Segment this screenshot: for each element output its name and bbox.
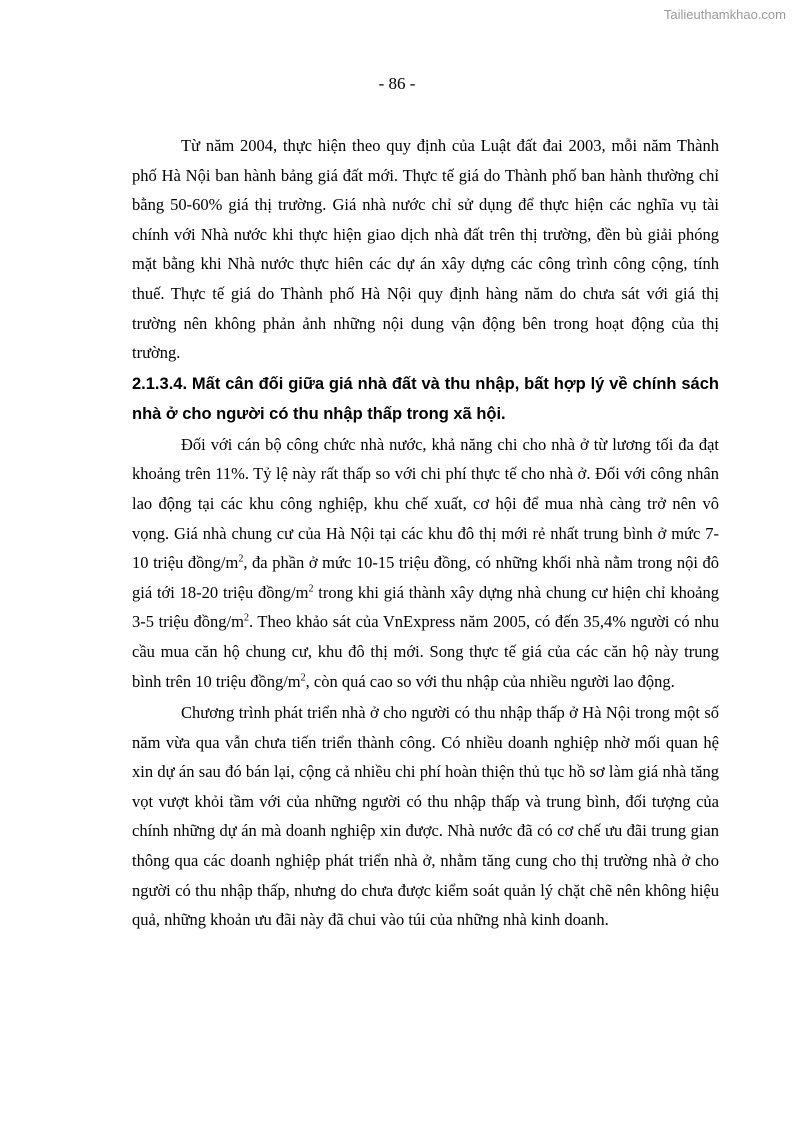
superscript: 2 bbox=[243, 612, 249, 624]
superscript: 2 bbox=[238, 553, 244, 565]
watermark: Tailieuthamkhao.com bbox=[663, 7, 786, 22]
section-heading: 2.1.3.4. Mất cân đối giữa giá nhà đất và thu nhập, bất hợp lý về chính sách nhà ở cho người có thu nhập thấp trong xã hội. bbox=[132, 374, 719, 423]
page-number: - 86 - bbox=[378, 74, 416, 93]
paragraph-text: , còn quá cao so với thu nhập của nhiều người lao động. bbox=[305, 671, 675, 691]
paragraph-text: . Theo khảo sát của VnExpress năm 2005, có đến 35,4% người có nhu cầu mua căn hộ chung cư, khu đô thị mới. Song thực tế giá của các căn hộ này trung bình trên 10 triệu đồng/m bbox=[132, 612, 719, 691]
paragraph-housing-affordability bbox=[132, 430, 719, 696]
paragraph-text: Đối với cán bộ công chức nhà nước, khả năng chi cho nhà ở từ lương tối đa đạt khoảng trên 11%. Tỷ lệ này rất thấp so với chi phí thực tế cho nhà ở. Đối với công nhân lao động tại các khu công nghiệp, khu chế xuất, cơ hội để mua nhà càng trở nên vô vọng. Giá nhà chung cư của Hà Nội tại các khu đô thị mới rẻ nhất trung bình ở mức 7-10 triệu đồng/m bbox=[132, 434, 719, 573]
superscript: 2 bbox=[300, 672, 306, 683]
paragraph-land-price-table: Từ năm 2004, thực hiện theo quy định của Luật đất đai 2003, mỗi năm Thành phố Hà Nội ban hành bảng giá đất mới. Thực tế giá do Thành phố ban hành thường chỉ bằng 50-60% giá thị trường. Giá nhà nước chỉ sử dụng để thực hiện các nghĩa vụ tài chính với Nhà nước khi thực hiện giao dịch nhà đất trên thị trường, đền bù giải phóng mặt bằng khi Nhà nước thực hiên các dự án xây dựng các công trình công cộng, tính thuế. Thực tế giá do Thành phố Hà Nội quy định hàng năm do chưa sát với giá thị trường nên không phản ảnh những nội dung vận động bên trong hoạt động của thị trường. bbox=[132, 136, 719, 363]
paragraph-text: , đa phần ở mức 10-15 triệu đồng, có những khối nhà nằm trong nội đô giá tới 18-20 triệu đồng/m bbox=[132, 553, 720, 602]
paragraph-low-income-program: Chương trình phát triển nhà ở cho người có thu nhập thấp ở Hà Nội trong một số năm vừa qua vẫn chưa tiến triển thành công. Có nhiều doanh nghiệp nhờ mối quan hệ xin dự án sau đó bán lại, cộng cả nhiều chi phí hoàn thiện thủ tục hồ sơ làm giá nhà tăng vọt vượt khỏi tầm với của những người có thu nhập thấp và trung bình, đối tượng của chính những dự án mà doanh nghiệp xin được. Nhà nước đã có cơ chế ưu đãi trung gian thông qua các doanh nghiệp phát triển nhà ở, nhằm tăng cung cho thị trường nhà ở cho người có thu nhập thấp, nhưng do chưa được kiểm soát quản lý chặt chẽ nên không hiệu quả, những khoản ưu đãi này đã chui vào túi của những nhà kinh doanh. bbox=[132, 703, 719, 930]
paragraph-text: trong khi giá thành xây dựng nhà chung cư hiện chỉ khoảng 3-5 triệu đồng/m bbox=[132, 582, 719, 632]
document-body bbox=[132, 131, 719, 935]
superscript: 2 bbox=[308, 583, 314, 595]
